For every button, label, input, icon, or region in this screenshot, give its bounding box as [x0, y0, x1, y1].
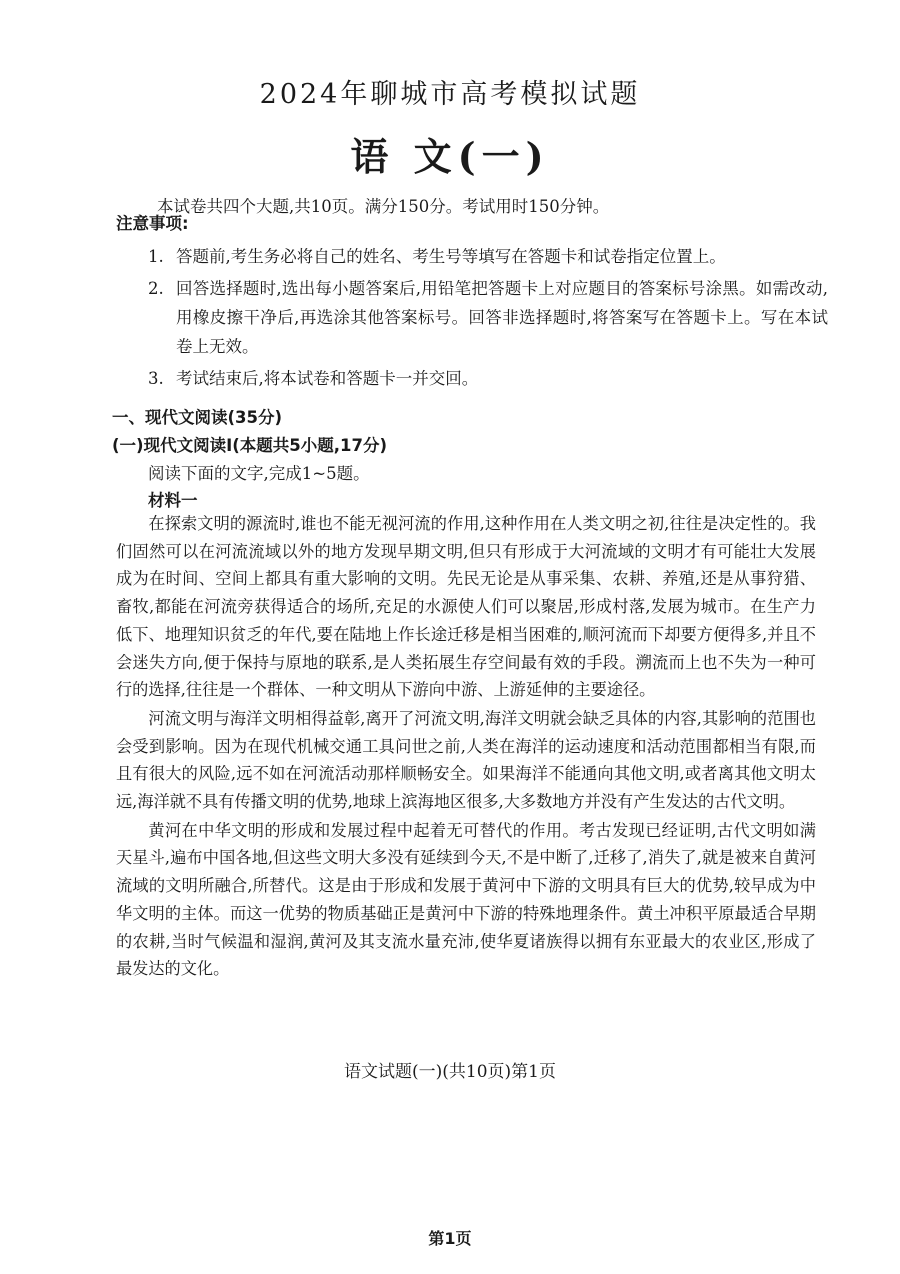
reading-instruction: 阅读下面的文字,完成1~5题。 — [148, 464, 370, 483]
notice-label: 注意事项: — [116, 214, 189, 233]
notice-item-number: 1. — [148, 247, 164, 266]
page-footer: 语文试题(一)(共10页)第1页 — [344, 1062, 556, 1082]
passage-paragraph: 黄河在中华文明的形成和发展过程中起着无可替代的作用。考古发现已经证明,古代文明如满天星斗,遍布中国各地,但这些文明大多没有延续到今天,不是中断了,迁移了,消失了,就是被来自黄河流域的文明所融合,所替代。这是由于形成和发展于黄河中下游的文明具有巨大的优势,较早成为中华文明的主体。而这一优势的物质基础正是黄河中下游的特殊地理条件。黄土冲积平原最适合早期的农耕,当时气候温和湿润,黄河及其支流水量充沛,使华夏诸族得以拥有东亚最大的农业区,形成了最发达的文化。 — [116, 820, 816, 979]
notice-list — [148, 242, 828, 396]
passage-paragraph: 河流文明与海洋文明相得益彰,离开了河流文明,海洋文明就会缺乏具体的内容,其影响的范围也会受到影响。因为在现代机械交通工具问世之前,人类在海洋的运动速度和活动范围都相当有限,而且有很大的风险,远不如在河流活动那样顺畅安全。如果海洋不能通向其他文明,或者离其他文明太远,海洋就不具有传播文明的优势,地球上滨海地区很多,大多数地方并没有产生发达的古代文明。 — [116, 708, 816, 812]
subject-title: 语 文(一) — [350, 134, 550, 179]
notice-item — [148, 364, 828, 393]
notice-item-text: 考试结束后,将本试卷和答题卡一并交回。 — [176, 369, 479, 388]
reading-passage — [116, 510, 816, 984]
page-number: 第1页 — [428, 1229, 472, 1248]
passage-paragraph: 在探索文明的源流时,谁也不能无视河流的作用,这种作用在人类文明之初,往往是决定性的。我们固然可以在河流流域以外的地方发现早期文明,但只有形成于大河流域的文明才有可能壮大发展成为在时间、空间上都具有重大影响的文明。先民无论是从事采集、农耕、养殖,还是从事狩猎、畜牧,都能在河流旁获得适合的场所,充足的水源使人们可以聚居,形成村落,发展为城市。在生产力低下、地理知识贫乏的年代,要在陆地上作长途迁移是相当困难的,顺河流而下却要方便得多,并且不会迷失方向,便于保持与原地的联系,是人类拓展生存空间最有效的手段。溯流而上也不失为一种可行的选择,往往是一个群体、一种文明从下游向中游、上游延伸的主要途径。 — [116, 514, 816, 700]
exam-intro: 本试卷共四个大题,共10页。满分150分。考试用时150分钟。 — [157, 197, 610, 216]
notice-item — [148, 274, 828, 361]
notice-item-text: 回答选择题时,选出每小题答案后,用铅笔把答题卡上对应题目的答案标号涂黑。如需改动,用橡皮擦干净后,再选涂其他答案标号。回答非选择题时,将答案写在答题卡上。写在本试卷上无效。 — [176, 279, 828, 356]
section-heading: 一、现代文阅读(35分) — [112, 408, 283, 427]
part-heading: (一)现代文阅读Ⅰ(本题共5小题,17分) — [112, 436, 388, 455]
notice-item-number: 3. — [148, 369, 164, 388]
exam-title: 2024年聊城市高考模拟试题 — [259, 79, 641, 110]
material-label: 材料一 — [148, 491, 198, 510]
notice-item-number: 2. — [148, 279, 164, 298]
notice-item — [148, 242, 828, 271]
notice-item-text: 答题前,考生务必将自己的姓名、考生号等填写在答题卡和试卷指定位置上。 — [176, 247, 726, 266]
